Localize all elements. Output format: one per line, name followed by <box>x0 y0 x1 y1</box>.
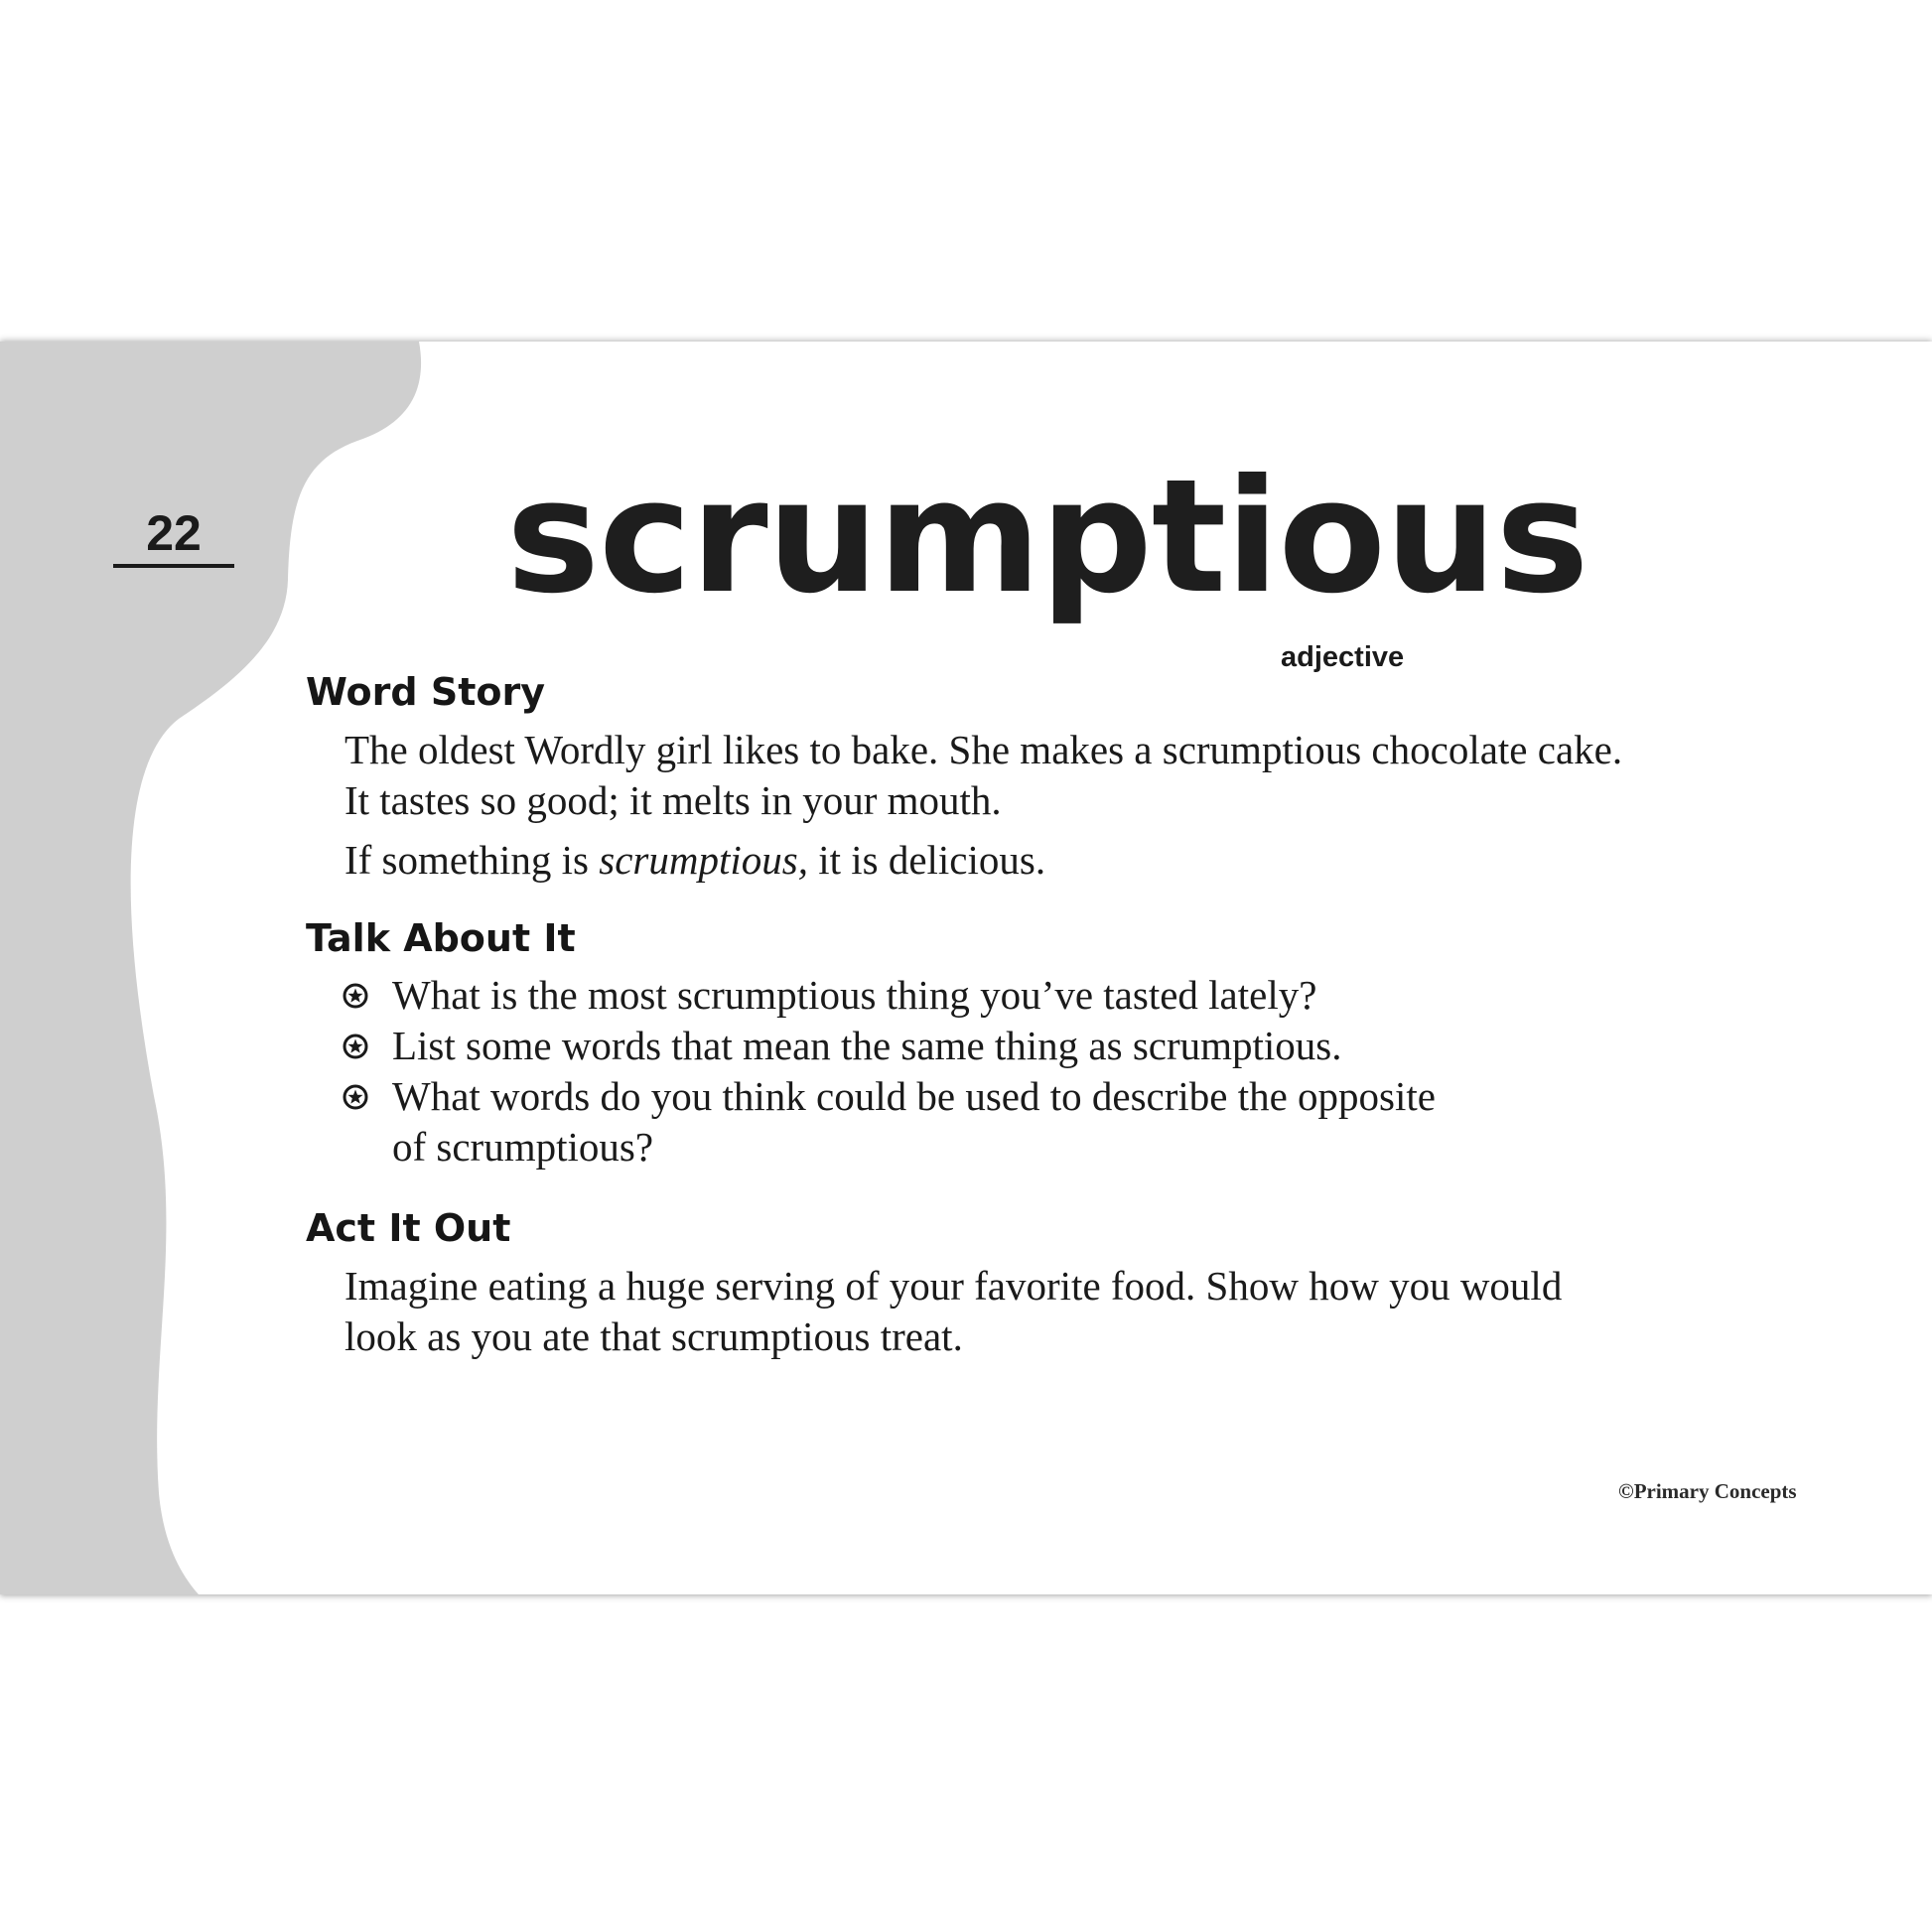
definition-suffix: it is delicious. <box>807 837 1046 883</box>
talk-about-it-list <box>343 970 1436 1173</box>
act-it-out-text <box>345 1261 1562 1362</box>
star-in-circle-icon <box>343 1084 368 1110</box>
bullet-text-line-1: What words do you think could be used to describe the opposite <box>392 1073 1436 1119</box>
definition-text <box>345 835 1045 886</box>
act-it-out-line-2: look as you ate that scrumptious treat. <box>345 1313 963 1359</box>
bullet-text-line-2: of scrumptious? <box>392 1124 654 1170</box>
heading-talk-about-it: Talk About It <box>306 916 576 960</box>
star-in-circle-icon <box>343 983 368 1009</box>
definition-prefix: If something is <box>345 837 600 883</box>
star-in-circle-icon <box>343 1034 368 1059</box>
part-of-speech: adjective <box>1281 641 1405 673</box>
card-number: 22 <box>113 508 234 568</box>
word-story-line-1: The oldest Wordly girl likes to bake. She makes a scrumptious chocolate cake. <box>345 727 1623 772</box>
list-item <box>343 1021 1436 1071</box>
bullet-text: List some words that mean the same thing as scrumptious. <box>392 1023 1342 1068</box>
definition-word: scrumptious, <box>599 837 808 883</box>
list-item <box>343 970 1436 1021</box>
word-story-line-2: It tastes so good; it melts in your mouth. <box>345 777 1002 823</box>
vocabulary-card <box>0 342 1932 1594</box>
list-item <box>343 1071 1436 1173</box>
vocabulary-word: scrumptious <box>506 446 1588 628</box>
heading-act-it-out: Act It Out <box>306 1206 511 1250</box>
word-story-text <box>345 725 1622 826</box>
heading-word-story: Word Story <box>306 670 545 714</box>
act-it-out-line-1: Imagine eating a huge serving of your favorite food. Show how you would <box>345 1263 1563 1309</box>
copyright-notice: ©Primary Concepts <box>1618 1479 1797 1503</box>
bullet-text: What is the most scrumptious thing you’ve tasted lately? <box>392 972 1317 1018</box>
